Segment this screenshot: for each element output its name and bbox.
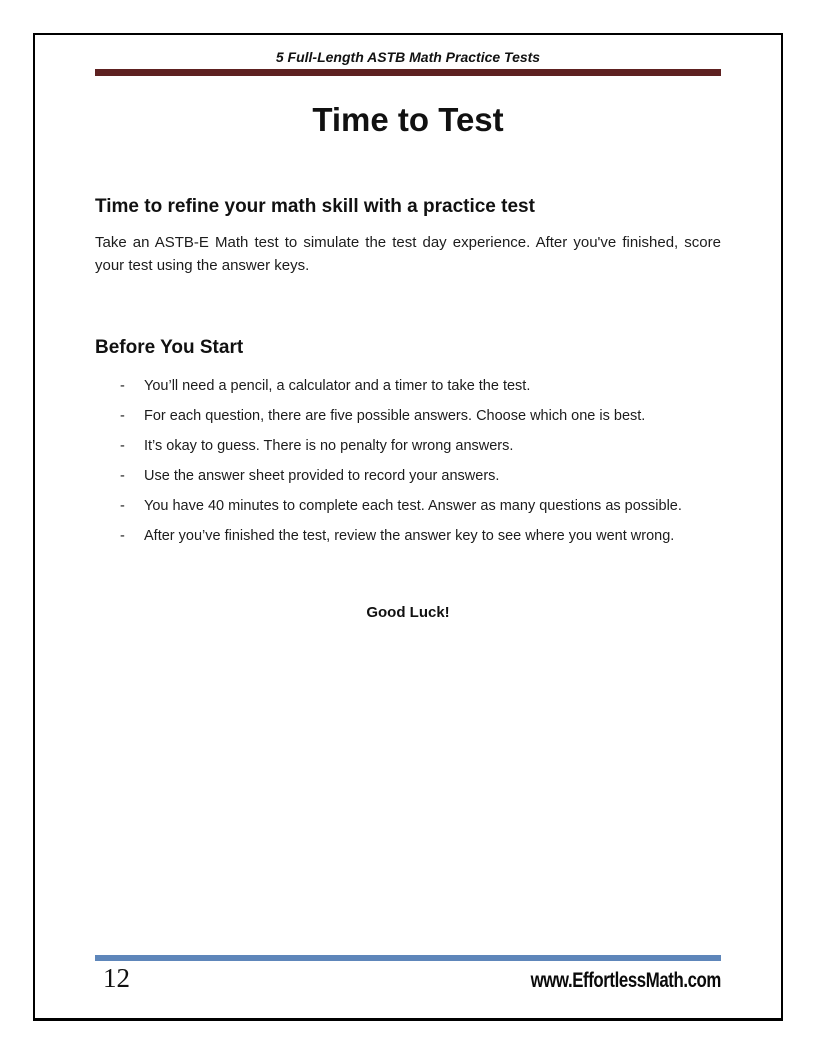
website-url: www.EffortlessMath.com — [530, 969, 721, 992]
list-item — [120, 525, 721, 547]
list-item-text: After you’ve finished the test, review the answer key to see where you went wrong. — [144, 528, 675, 544]
section-body-refine: Take an ASTB-E Math test to simulate the test day experience. After you've finished, score your test using the answer keys. — [95, 234, 721, 274]
section-heading-before-start: Before You Start — [95, 337, 244, 358]
dash-bullet: - — [120, 378, 125, 394]
document-page — [33, 33, 783, 1021]
footer-rule — [95, 955, 721, 961]
dash-bullet: - — [120, 438, 125, 454]
list-item-text: You’ll need a pencil, a calculator and a timer to take the test. — [144, 378, 531, 394]
list-item — [120, 405, 721, 427]
list-item-text: For each question, there are five possible answers. Choose which one is best. — [144, 408, 646, 424]
instruction-list — [95, 375, 721, 547]
footer — [95, 963, 721, 994]
dash-bullet: - — [120, 468, 125, 484]
dash-bullet: - — [120, 528, 125, 544]
good-luck-text: Good Luck! — [366, 604, 450, 621]
dash-bullet: - — [120, 498, 125, 514]
page-title: Time to Test — [312, 101, 504, 138]
list-item-text: You have 40 minutes to complete each test. Answer as many questions as possible. — [144, 498, 682, 514]
header-rule — [95, 69, 721, 76]
dash-bullet: - — [120, 408, 125, 424]
list-item — [120, 375, 721, 397]
page-number: 12 — [103, 963, 130, 993]
list-item-text: Use the answer sheet provided to record your answers. — [144, 468, 500, 484]
list-item — [120, 435, 721, 457]
list-item — [120, 465, 721, 487]
list-item-text: It’s okay to guess. There is no penalty for wrong answers. — [144, 438, 514, 454]
running-head: 5 Full-Length ASTB Math Practice Tests — [275, 49, 541, 65]
list-item — [120, 495, 721, 517]
section-heading-refine: Time to refine your math skill with a practice test — [95, 196, 535, 217]
